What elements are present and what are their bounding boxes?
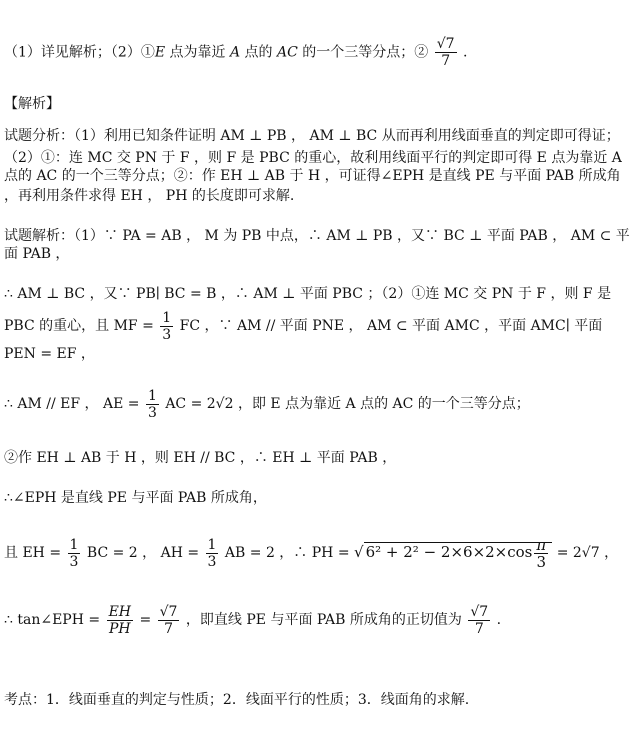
answer-part1: （1）详见解析；（2）① xyxy=(4,44,155,61)
solution-line-3: ∴ AM ⊥ BC ，又∵ PB∣ BC = B ，∴ AM ⊥ 平面 PBC ；（2）①连 MC 交 PN 于 F ，则 F 是 xyxy=(4,286,612,302)
analysis-line-3: 点的 AC 的一个三等分点；②：作 EH ⊥ AB 于 H ，可证得∠EPH 是直线 PE 与平面 PAB 所成角 xyxy=(4,168,621,184)
solution-line-8: ∴∠EPH 是直线 PE 与平面 PAB 所成角， xyxy=(4,490,267,506)
answer-end: . xyxy=(458,44,468,61)
fraction-eh xyxy=(68,537,81,570)
answer-text-1: 点为靠近 xyxy=(165,44,230,61)
answer-text-2: 点的 xyxy=(240,44,277,61)
solution-line-4b: FC ，∵ AM // 平面 PNE ， AM ⊂ 平面 AMC ，平面 AMC∣ 平面 xyxy=(179,318,603,334)
fraction-sqrt7-a-den: 7 xyxy=(164,620,174,637)
answer-fraction-num: √7 xyxy=(436,36,455,52)
analysis-line-1: 试题分析：（1）利用已知条件证明 AM ⊥ PB ， AM ⊥ BC 从而再利用线面垂直的判定即可得证； xyxy=(4,128,620,144)
answer-text-3: 的一个三等分点；② xyxy=(297,44,429,61)
fraction-sqrt7-b-den: 7 xyxy=(474,620,484,637)
sqrt-radicand xyxy=(364,535,553,571)
fraction-mf-den: 3 xyxy=(162,326,172,343)
solution-line-9b: BC = 2 ， AH = xyxy=(86,545,200,561)
solution-line-10a: ∴ tan∠EPH = xyxy=(4,612,101,628)
fraction-pi-num: π xyxy=(536,535,547,554)
answer-point-a: A xyxy=(229,44,241,61)
solution-line-4a: PBC 的重心，且 MF = xyxy=(4,318,154,334)
solution-line-1: 试题解析：（1）∵ PA = AB ， M 为 PB 中点，∴ AM ⊥ PB ，又∵ BC ⊥ 平面 PAB ， AM ⊂ 平 xyxy=(4,228,630,244)
sqrt-radicand-text: 6² + 2² − 2×6×2×cos xyxy=(365,543,533,561)
answer-fraction xyxy=(435,36,457,69)
answer-line xyxy=(4,36,624,69)
fraction-mf-num: 1 xyxy=(162,309,172,326)
fraction-pi xyxy=(534,537,548,570)
solution-line-10c: ，即直线 PE 与平面 PAB 所成角的正切值为 xyxy=(185,612,462,628)
solution-line-9 xyxy=(4,532,624,573)
answer-fraction-den: 7 xyxy=(441,53,451,69)
fraction-sqrt7-b xyxy=(468,604,490,637)
solution-line-10 xyxy=(4,600,624,640)
fraction-eh-ph-den: PH xyxy=(108,620,131,637)
solution-line-6a: ∴ AM // EF ， AE = xyxy=(4,396,140,412)
answer-point-e: E xyxy=(154,44,166,61)
sqrt-expression: √ 6² + 2² − 2×6×2×cos $\frac{\pi}{3}$ xyxy=(354,532,552,572)
fraction-ah-num: 1 xyxy=(207,536,217,553)
solution-line-9c: AB = 2 ，∴ PH = xyxy=(224,545,350,561)
fraction-pi-den: 3 xyxy=(536,552,547,571)
fraction-sqrt7-a-num: √7 xyxy=(159,603,178,620)
fraction-mf xyxy=(160,310,173,343)
kaodian-line: 考点：1．线面垂直的判定与性质；2．线面平行的性质；3．线面角的求解. xyxy=(4,692,470,708)
solution-line-6b: AC = 2√2 ，即 E 点为靠近 A 点的 AC 的一个三等分点； xyxy=(165,396,530,412)
fraction-eh-ph-num: EH xyxy=(108,603,131,620)
solution-line-9a: 且 EH = xyxy=(4,545,62,561)
fraction-ah xyxy=(206,537,219,570)
analysis-line-4: ，再利用条件求得 EH ， PH 的长度即可求解. xyxy=(4,188,295,204)
analysis-line-2: （2）①：连 MC 交 PN 于 F ，则 F 是 PBC 的重心，故利用线面平行的判定即可得 E 点为靠近 A xyxy=(4,150,622,166)
solution-line-10d: . xyxy=(496,612,502,628)
fraction-ae-den: 3 xyxy=(147,404,157,421)
solution-line-10b: = xyxy=(139,612,152,628)
solution-line-2: 面 PAB ， xyxy=(4,246,70,262)
fraction-eh-ph xyxy=(107,604,133,637)
solution-line-7: ②作 EH ⊥ AB 于 H ，则 EH // BC ，∴ EH ⊥ 平面 PAB ， xyxy=(4,450,397,466)
fraction-eh-num: 1 xyxy=(69,536,79,553)
solution-line-5: PEN = EF ， xyxy=(4,346,95,362)
fraction-eh-den: 3 xyxy=(69,553,79,570)
fraction-ae xyxy=(146,388,159,421)
fraction-ae-num: 1 xyxy=(147,387,157,404)
section-title: 【解析】 xyxy=(4,96,60,112)
solution-line-6 xyxy=(4,386,624,422)
fraction-sqrt7-b-num: √7 xyxy=(470,603,489,620)
solution-line-4 xyxy=(4,308,624,344)
answer-segment-ac: AC xyxy=(277,44,298,61)
fraction-sqrt7-a xyxy=(158,604,180,637)
solution-line-9d: = 2√7 ， xyxy=(556,545,619,561)
fraction-ah-den: 3 xyxy=(207,553,217,570)
